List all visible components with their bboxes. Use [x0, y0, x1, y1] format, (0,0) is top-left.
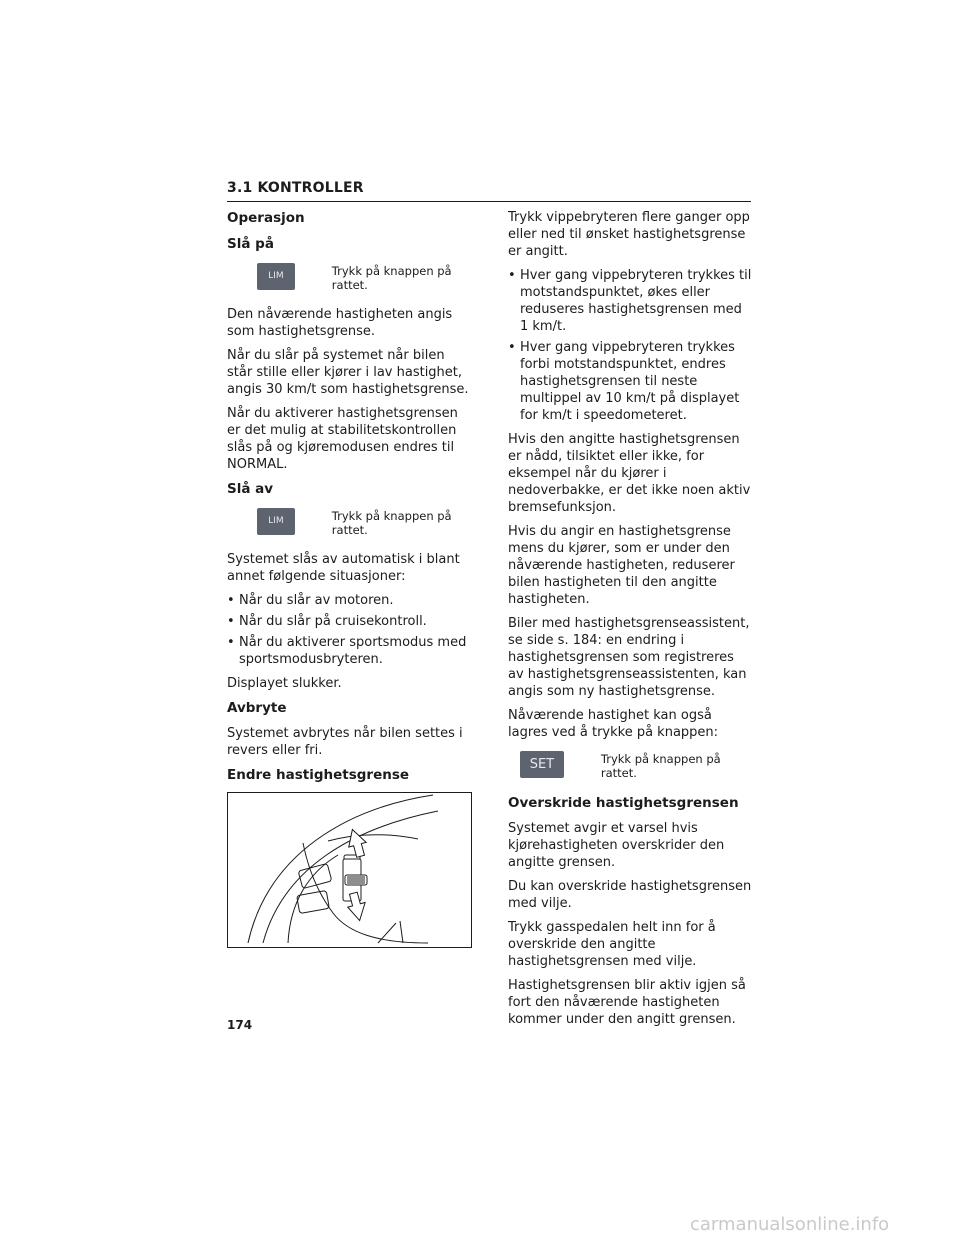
heading-endre: Endre hastighetsgrense: [227, 767, 410, 783]
lim-button-icon: LIM: [257, 263, 295, 290]
paragraph: Displayet slukker.: [227, 676, 342, 691]
page-number: 174: [227, 1018, 253, 1032]
left-column: [227, 209, 472, 948]
list-item: • Når du slår av motoren.: [227, 592, 472, 609]
lim-button-row-off: [227, 508, 472, 537]
paragraph: Trykk gasspedalen helt inn for å overskride den angitte hastighetsgrensen med vilje.: [508, 920, 716, 969]
heading-avbryte: Avbryte: [227, 700, 287, 716]
set-button-row: [508, 751, 753, 780]
paragraph: Når du slår på systemet når bilen står stille eller kjører i lav hastighet, angis 30 km/t som hastighetsgrense.: [227, 348, 469, 397]
list-item: • Hver gang vippebryteren trykkes til motstandspunktet, økes eller reduseres hastighetsgrensen med 1 km/t.: [508, 267, 753, 335]
list-item: • Hver gang vippebryteren trykkes forbi motstandspunktet, endres hastighetsgrensen til neste multippel av 10 km/t på displayet for km/t i speedometeret.: [508, 339, 753, 424]
heading-sla-pa: Slå på: [227, 236, 274, 252]
lim-button-row-on: [227, 263, 472, 292]
paragraph: Du kan overskride hastighetsgrensen med vilje.: [508, 879, 752, 911]
paragraph: Systemet avgir et varsel hvis kjørehastigheten overskrider den angitte grensen.: [508, 821, 725, 870]
bullet-list: [227, 592, 472, 668]
button-note: Trykk på knappen på rattet.: [600, 752, 721, 780]
steering-wheel-rocker-icon: [228, 793, 471, 947]
watermark: carmanualsonline.info: [690, 1214, 890, 1235]
button-note: Trykk på knappen på rattet.: [331, 264, 452, 292]
paragraph: Systemet slås av automatisk i blant annet følgende situasjoner:: [227, 552, 460, 584]
list-item: • Når du slår på cruisekontroll.: [227, 613, 472, 630]
heading-overskride: Overskride hastighetsgrensen: [508, 795, 739, 811]
paragraph: Trykk vippebryteren flere ganger opp eller ned til ønsket hastighetsgrense er angitt.: [508, 210, 750, 259]
paragraph: Systemet avbrytes når bilen settes i revers eller fri.: [227, 726, 463, 758]
button-note: Trykk på knappen på rattet.: [331, 509, 452, 537]
paragraph: Hastighetsgrensen blir aktiv igjen så fort den nåværende hastigheten kommer under den angitt grensen.: [508, 978, 746, 1027]
paragraph: Den nåværende hastigheten angis som hastighetsgrense.: [227, 307, 453, 339]
paragraph: Når du aktiverer hastighetsgrensen er det mulig at stabilitetskontrollen slås på og kjøremodusen endres til NORMAL.: [227, 406, 458, 472]
right-column: [508, 209, 753, 1035]
paragraph: Hvis den angitte hastighetsgrensen er nådd, tilsiktet eller ikke, for eksempel når du kjører i nedoverbakke, er det ikke noen aktiv bremsefunksjon.: [508, 432, 751, 515]
paragraph: Nåværende hastighet kan også lagres ved å trykke på knappen:: [508, 708, 719, 740]
paragraph: Hvis du angir en hastighetsgrense mens du kjører, som er under den nåværende hastigheten, reduserer bilen hastigheten til den angitte hastigheten.: [508, 524, 735, 607]
steering-wheel-figure: [227, 792, 472, 948]
list-item: • Når du aktiverer sportsmodus med sportsmodusbryteren.: [227, 634, 472, 668]
paragraph: Biler med hastighetsgrenseassistent, se side s. 184: en endring i hastighetsgrensen som registreres av hastighetsgrenseassistenten, kan angis som ny hastighetsgrense.: [508, 616, 750, 699]
bullet-list: [508, 267, 753, 424]
lim-button-icon: LIM: [257, 508, 295, 535]
heading-operasjon: Operasjon: [227, 210, 305, 226]
set-button-icon: SET: [520, 751, 564, 778]
section-header: 3.1 KONTROLLER: [227, 180, 751, 202]
heading-sla-av: Slå av: [227, 481, 274, 497]
